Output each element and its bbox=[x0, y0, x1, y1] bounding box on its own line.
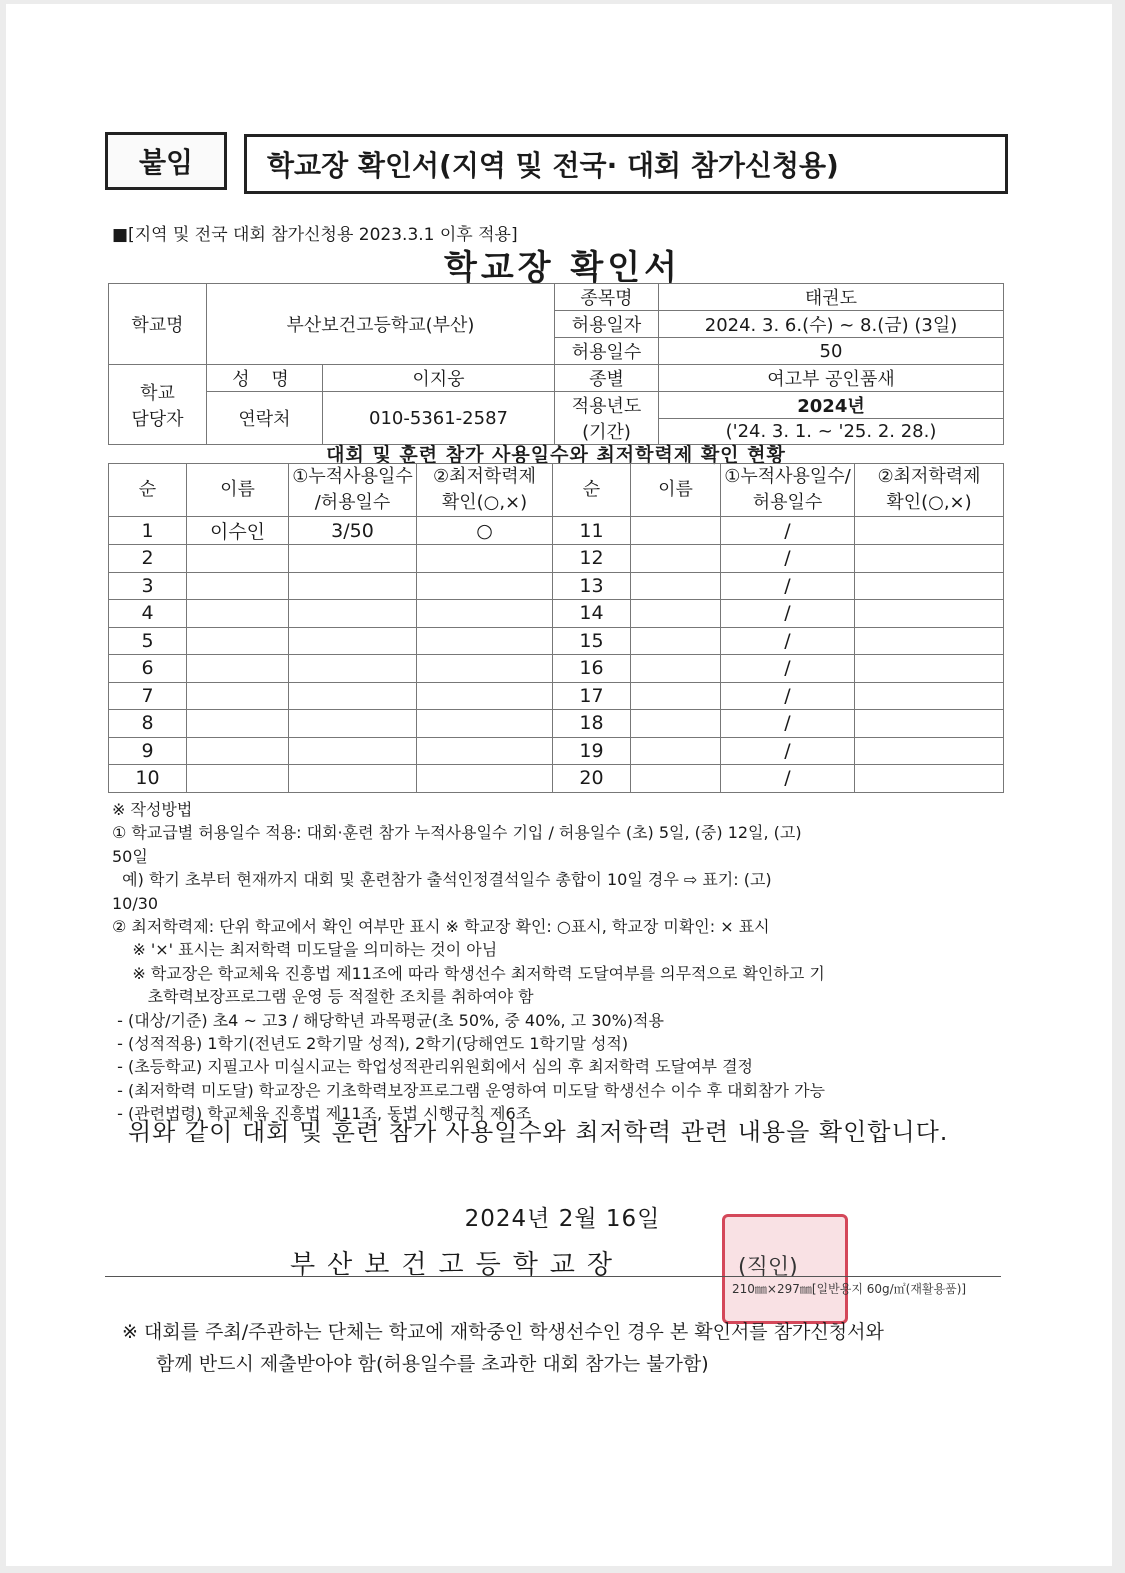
row-name-right bbox=[631, 710, 721, 738]
header-check-left-line1: ②최저학력제 bbox=[432, 466, 537, 487]
type-value: 여고부 공인품새 bbox=[659, 365, 1004, 392]
row-name-right bbox=[631, 600, 721, 628]
final-note-line2: 함께 반드시 제출받아야 함(허용일수를 초과한 대회 참가는 불가함) bbox=[156, 1353, 709, 1375]
header-no-left: 순 bbox=[109, 464, 187, 517]
row-no-left: 3 bbox=[109, 572, 187, 600]
row-days-left bbox=[289, 545, 417, 573]
instruction-line: 예) 학기 초부터 현재까지 대회 및 훈련참가 출석인정결석일수 총합이 10일 경우 ⇨ 표기: (고) bbox=[112, 870, 772, 890]
table-row bbox=[109, 655, 1004, 683]
header-days-left bbox=[289, 464, 417, 517]
allow-date-value: 2024. 3. 6.(수) ~ 8.(금) (3일) bbox=[659, 311, 1004, 338]
table-row bbox=[109, 545, 1004, 573]
contact-label bbox=[109, 365, 207, 445]
row-check-right bbox=[855, 682, 1004, 710]
allow-days-label: 허용일수 bbox=[555, 338, 659, 365]
allow-days-value: 50 bbox=[659, 338, 1004, 365]
table-caption: 대회 및 훈련 참가 사용일수와 최저학력제 확인 현황 bbox=[326, 444, 786, 466]
row-days-left bbox=[289, 765, 417, 793]
table-row bbox=[109, 682, 1004, 710]
roster-table bbox=[108, 463, 1004, 793]
instruction-line: 초학력보장프로그램 운영 등 적절한 조치를 취하여야 함 bbox=[112, 987, 534, 1007]
row-name-left bbox=[187, 600, 289, 628]
issue-date: 2024년 2월 16일 bbox=[464, 1206, 661, 1232]
row-days-left: 3/50 bbox=[289, 517, 417, 545]
header-check-right bbox=[855, 464, 1004, 517]
type-label: 종별 bbox=[555, 365, 659, 392]
row-check-left bbox=[417, 710, 553, 738]
row-name-right bbox=[631, 627, 721, 655]
row-days-right: / bbox=[721, 710, 855, 738]
row-name-right bbox=[631, 572, 721, 600]
row-no-left: 7 bbox=[109, 682, 187, 710]
row-no-right: 13 bbox=[553, 572, 631, 600]
row-days-left bbox=[289, 737, 417, 765]
header-check-right-line2: 확인(○,×) bbox=[886, 492, 972, 513]
document-title-box: 학교장 확인서(지역 및 전국· 대회 참가신청용) bbox=[244, 134, 1008, 194]
row-days-right: / bbox=[721, 765, 855, 793]
row-no-right: 15 bbox=[553, 627, 631, 655]
name-label: 성 명 bbox=[207, 365, 323, 392]
row-check-right bbox=[855, 655, 1004, 683]
table-row bbox=[109, 737, 1004, 765]
row-no-left: 10 bbox=[109, 765, 187, 793]
row-no-left: 8 bbox=[109, 710, 187, 738]
table-row bbox=[109, 600, 1004, 628]
table-row bbox=[109, 517, 1004, 545]
event-value: 태권도 bbox=[659, 284, 1004, 311]
row-no-right: 11 bbox=[553, 517, 631, 545]
row-name-right bbox=[631, 655, 721, 683]
row-no-left: 4 bbox=[109, 600, 187, 628]
header-check-left bbox=[417, 464, 553, 517]
year-label-line2: (기간) bbox=[582, 422, 631, 443]
confirmation-statement: 위와 같이 대회 및 훈련 참가 사용일수와 최저학력 관련 내용을 확인합니다. bbox=[128, 1118, 949, 1146]
instruction-line: - (최저학력 미도달) 학교장은 기초학력보장프로그램 운영하여 미도달 학생선수 이수 후 대회참가 가능 bbox=[112, 1080, 825, 1100]
row-name-left bbox=[187, 572, 289, 600]
phone-value: 010-5361-2587 bbox=[323, 392, 555, 445]
row-no-right: 18 bbox=[553, 710, 631, 738]
instruction-line: ※ 학교장은 학교체육 진흥법 제11조에 따라 학생선수 최저학력 도달여부를 의무적으로 확인하고 기 bbox=[112, 963, 825, 983]
row-no-left: 5 bbox=[109, 627, 187, 655]
row-name-left bbox=[187, 737, 289, 765]
applicability-note: ■[지역 및 전국 대회 참가신청용 2023.3.1 이후 적용] bbox=[112, 225, 518, 245]
row-days-left bbox=[289, 600, 417, 628]
row-check-right bbox=[855, 765, 1004, 793]
instruction-line: ① 학교급별 허용일수 적용: 대회·훈련 참가 누적사용일수 기입 / 허용일수 (초) 5일, (중) 12일, (고) bbox=[112, 823, 802, 843]
row-days-right: / bbox=[721, 627, 855, 655]
row-check-left bbox=[417, 682, 553, 710]
row-name-left bbox=[187, 627, 289, 655]
row-check-right bbox=[855, 517, 1004, 545]
phone-label: 연락처 bbox=[207, 392, 323, 445]
row-check-right bbox=[855, 627, 1004, 655]
header-check-right-line1: ②최저학력제 bbox=[877, 466, 981, 487]
row-check-right bbox=[855, 572, 1004, 600]
row-check-left: ○ bbox=[417, 517, 553, 545]
instruction-line: 50일 bbox=[112, 846, 148, 866]
allow-date-label: 허용일자 bbox=[555, 311, 659, 338]
row-name-left bbox=[187, 710, 289, 738]
row-no-right: 20 bbox=[553, 765, 631, 793]
instruction-line: 10/30 bbox=[112, 893, 159, 913]
table-row bbox=[109, 572, 1004, 600]
table-row bbox=[109, 710, 1004, 738]
header-no-right: 순 bbox=[553, 464, 631, 517]
instruction-line: - (관련법령) 학교체육 진흥법 제11조, 동법 시행규칙 제6조 bbox=[112, 1104, 532, 1124]
row-days-right: / bbox=[721, 600, 855, 628]
row-days-right: / bbox=[721, 682, 855, 710]
row-name-left: 이수인 bbox=[187, 517, 289, 545]
row-days-left bbox=[289, 682, 417, 710]
school-value: 부산보건고등학교(부산) bbox=[207, 284, 555, 365]
row-days-left bbox=[289, 655, 417, 683]
school-info-table bbox=[108, 283, 1004, 445]
row-no-right: 16 bbox=[553, 655, 631, 683]
row-days-right: / bbox=[721, 572, 855, 600]
attachment-label: 붙임 bbox=[105, 132, 227, 190]
row-name-right bbox=[631, 517, 721, 545]
row-check-right bbox=[855, 545, 1004, 573]
year-label bbox=[555, 392, 659, 445]
writing-instructions bbox=[112, 798, 1002, 1126]
year-period: ('24. 3. 1. ~ '25. 2. 28.) bbox=[659, 419, 1004, 445]
row-name-right bbox=[631, 545, 721, 573]
row-check-right bbox=[855, 737, 1004, 765]
paper-spec: 210㎜×297㎜[일반용지 60g/㎡(재활용품)] bbox=[732, 1282, 967, 1296]
row-no-left: 9 bbox=[109, 737, 187, 765]
row-days-left bbox=[289, 627, 417, 655]
row-days-right: / bbox=[721, 737, 855, 765]
row-check-left bbox=[417, 545, 553, 573]
final-note bbox=[122, 1316, 1002, 1380]
contact-label-line2: 담당자 bbox=[131, 408, 184, 430]
row-no-left: 6 bbox=[109, 655, 187, 683]
instruction-line: - (초등학교) 지필고사 미실시교는 학업성적관리위원회에서 심의 후 최저학력 도달여부 결정 bbox=[112, 1057, 753, 1077]
instruction-line: ② 최저학력제: 단위 학교에서 확인 여부만 표시 ※ 학교장 확인: ○표시, 학교장 미확인: × 표시 bbox=[112, 917, 770, 937]
row-check-left bbox=[417, 572, 553, 600]
row-check-right bbox=[855, 600, 1004, 628]
header-days-left-line2: /허용일수 bbox=[314, 492, 391, 513]
row-days-right: / bbox=[721, 655, 855, 683]
row-no-right: 14 bbox=[553, 600, 631, 628]
row-days-left bbox=[289, 572, 417, 600]
header-check-left-line2: 확인(○,×) bbox=[441, 492, 528, 513]
row-no-left: 1 bbox=[109, 517, 187, 545]
row-check-left bbox=[417, 765, 553, 793]
header-days-right-line1: ①누적사용일수/ bbox=[724, 466, 851, 487]
header-name-right: 이름 bbox=[631, 464, 721, 517]
row-check-right bbox=[855, 710, 1004, 738]
event-label: 종목명 bbox=[555, 284, 659, 311]
name-value: 이지웅 bbox=[323, 365, 555, 392]
row-days-left bbox=[289, 710, 417, 738]
instruction-line: - (대상/기준) 초4 ~ 고3 / 해당학년 과목평균(초 50%, 중 40%, 고 30%)적용 bbox=[112, 1010, 664, 1030]
row-name-right bbox=[631, 737, 721, 765]
header-days-right bbox=[721, 464, 855, 517]
row-check-left bbox=[417, 737, 553, 765]
seal-mark: (직인) bbox=[738, 1255, 798, 1280]
table-row bbox=[109, 627, 1004, 655]
contact-label-line1: 학교 bbox=[140, 382, 175, 404]
divider bbox=[105, 1276, 1001, 1277]
row-no-right: 19 bbox=[553, 737, 631, 765]
page-title: 학교장 확인서 bbox=[444, 248, 681, 288]
row-name-left bbox=[187, 682, 289, 710]
row-name-left bbox=[187, 765, 289, 793]
row-name-left bbox=[187, 545, 289, 573]
row-check-left bbox=[417, 600, 553, 628]
row-check-left bbox=[417, 655, 553, 683]
row-check-left bbox=[417, 627, 553, 655]
year-value: 2024년 bbox=[659, 392, 1004, 419]
table-row bbox=[109, 765, 1004, 793]
header-days-right-line2: 허용일수 bbox=[752, 492, 823, 513]
principal-name: 부산보건고등학교장 bbox=[290, 1250, 625, 1280]
header-name-left: 이름 bbox=[187, 464, 289, 517]
row-name-left bbox=[187, 655, 289, 683]
year-label-line1: 적용년도 bbox=[571, 396, 642, 417]
final-note-line1: ※ 대회를 주최/주관하는 단체는 학교에 재학중인 학생선수인 경우 본 확인서를 참가신청서와 bbox=[122, 1321, 884, 1343]
row-name-right bbox=[631, 682, 721, 710]
school-label: 학교명 bbox=[109, 284, 207, 365]
row-days-right: / bbox=[721, 545, 855, 573]
row-name-right bbox=[631, 765, 721, 793]
row-days-right: / bbox=[721, 517, 855, 545]
instruction-line: - (성적적용) 1학기(전년도 2학기말 성적), 2학기(당해연도 1학기말 성적) bbox=[112, 1034, 629, 1054]
row-no-right: 12 bbox=[553, 545, 631, 573]
row-no-right: 17 bbox=[553, 682, 631, 710]
instruction-line: ※ 작성방법 bbox=[112, 800, 193, 819]
row-no-left: 2 bbox=[109, 545, 187, 573]
header-days-left-line1: ①누적사용일수 bbox=[292, 466, 413, 487]
instruction-line: ※ '×' 표시는 최저학력 미도달을 의미하는 것이 아님 bbox=[112, 940, 498, 960]
